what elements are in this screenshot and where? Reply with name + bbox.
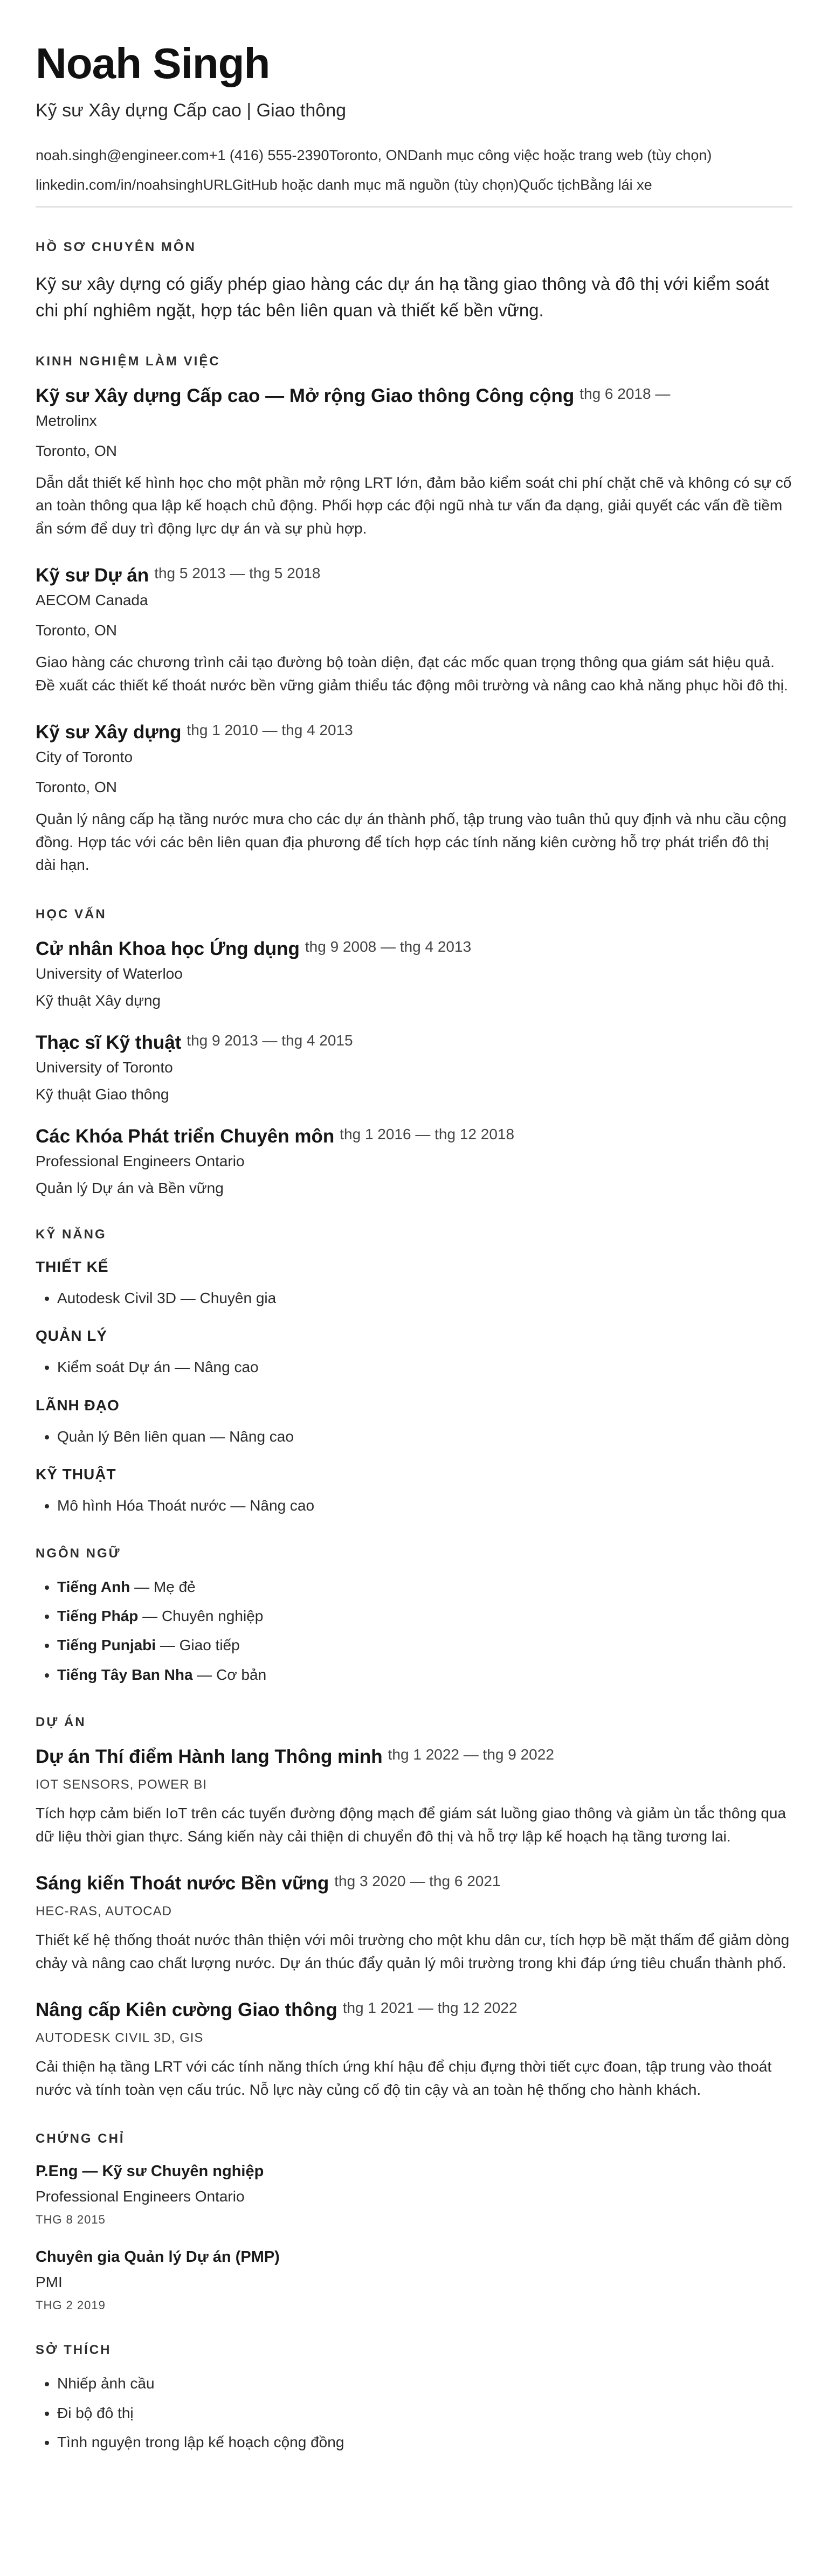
skill-category: KỸ THUẬT <box>36 1466 116 1483</box>
contact-driving-license: Bằng lái xe <box>580 177 652 193</box>
resume-header <box>36 39 792 207</box>
job-location: Toronto, ON <box>36 622 117 639</box>
contact-location: Toronto, ON <box>329 147 408 163</box>
skill-category: LÃNH ĐẠO <box>36 1396 120 1414</box>
certification-issuer: PMI <box>36 2274 63 2291</box>
contact-email[interactable]: noah.singh@engineer.com <box>36 147 209 163</box>
language-name: Tiếng Anh <box>57 1578 130 1595</box>
project-description: Thiết kế hệ thống thoát nước thân thiện với môi trường cho một khu dân cư, tích hợp bề mặt thấm để giảm dòng chảy và nâng cao chất lượng nước. Dự án thúc đẩy quản lý môi trường trong khi đáp ứng tiêu chuẩn thành phố. <box>36 1931 790 1971</box>
project-entry <box>36 1999 792 2101</box>
experience-list <box>36 385 792 877</box>
project-description: Tích hợp cảm biến IoT trên các tuyến đường động mạch để giám sát luồng giao thông và giảm ùn tắc thông qua dữ liệu thời gian thực. Sáng kiến này cải thiện di chuyển đô thị và hỗ trợ lập kế hoạch hạ tầng tương lai. <box>36 1805 786 1845</box>
candidate-name: Noah Singh <box>36 39 270 87</box>
job-dates: thg 1 2010 — thg 4 2013 <box>187 722 353 739</box>
project-entry-header <box>36 1873 792 1894</box>
language-item <box>57 1577 792 1597</box>
contact-phone[interactable]: +1 (416) 555-2390 <box>209 147 329 163</box>
skill-items <box>36 1427 792 1446</box>
company-name: Metrolinx <box>36 412 97 429</box>
field-of-study: Kỹ thuật Giao thông <box>36 1086 169 1103</box>
language-level: — Cơ bản <box>192 1666 267 1683</box>
school-name: Professional Engineers Ontario <box>36 1153 245 1170</box>
field-of-study: Kỹ thuật Xây dựng <box>36 992 161 1009</box>
skill-items <box>36 1358 792 1377</box>
projects-heading: DỰ ÁN <box>36 1715 86 1730</box>
language-name: Tiếng Punjabi <box>57 1637 156 1654</box>
interest-item: • Nhiếp ảnh cầu <box>57 2374 792 2393</box>
contact-nationality: Quốc tịch <box>519 177 581 193</box>
skill-item: • Kiểm soát Dự án — Nâng cao <box>57 1358 792 1377</box>
education-dates: thg 9 2013 — thg 4 2015 <box>187 1032 353 1049</box>
language-name: Tiếng Tây Ban Nha <box>57 1666 193 1683</box>
project-entry-header <box>36 1999 792 2021</box>
education-section <box>36 907 792 1197</box>
skill-item: • Autodesk Civil 3D — Chuyên gia <box>57 1289 792 1308</box>
job-location: Toronto, ON <box>36 442 117 459</box>
education-entry <box>36 938 792 1009</box>
project-tags: AUTODESK CIVIL 3D, GIS <box>36 2031 204 2046</box>
certification-name: Chuyên gia Quản lý Dự án (PMP) <box>36 2248 280 2266</box>
language-item <box>57 1606 792 1626</box>
projects-section <box>36 1715 792 2101</box>
project-entry <box>36 1873 792 1975</box>
experience-entry <box>36 722 792 877</box>
certifications-section <box>36 2131 792 2312</box>
skill-group <box>36 1258 792 1308</box>
job-description: Giao hàng các chương trình cải tạo đường bộ toàn diện, đạt các mốc quan trọng thông qua giám sát hiệu quả. Đề xuất các thiết kế thoát nước bền vững giảm thiểu tác động môi trường và nâng cao khả năng phục hồi đô thị. <box>36 654 788 694</box>
school-name: University of Waterloo <box>36 965 183 982</box>
project-name: Nâng cấp Kiên cường Giao thông <box>36 1999 337 2021</box>
interests-list <box>36 2374 792 2452</box>
skill-item: • Quản lý Bên liên quan — Nâng cao <box>57 1427 792 1446</box>
skill-group <box>36 1327 792 1377</box>
skill-group <box>36 1397 792 1446</box>
education-list <box>36 938 792 1197</box>
skill-items <box>36 1496 792 1515</box>
certification-name: P.Eng — Kỹ sư Chuyên nghiệp <box>36 2163 264 2180</box>
degree-title: Cử nhân Khoa học Ứng dụng <box>36 938 300 960</box>
contact-line-1 <box>36 147 792 164</box>
certification-entry <box>36 2248 792 2312</box>
skill-group <box>36 1466 792 1515</box>
project-entry <box>36 1746 792 1848</box>
language-level: — Chuyên nghiệp <box>138 1607 264 1624</box>
experience-heading: KINH NGHIỆM LÀM VIỆC <box>36 354 220 369</box>
experience-entry-header <box>36 385 792 407</box>
summary-text: Kỹ sư xây dựng có giấy phép giao hàng các dự án hạ tầng giao thông và đô thị với kiểm soát chi phí nghiêm ngặt, hợp tác bên liên quan và thiết kế bền vững. <box>36 274 770 320</box>
job-location: Toronto, ON <box>36 779 117 796</box>
project-tags: IOT SENSORS, POWER BI <box>36 1777 207 1792</box>
education-entry-header <box>36 1032 792 1054</box>
skills-section <box>36 1227 792 1516</box>
certifications-heading: CHỨNG CHỈ <box>36 2131 125 2146</box>
experience-entry <box>36 565 792 697</box>
language-item <box>57 1665 792 1685</box>
interests-heading: SỞ THÍCH <box>36 2343 112 2358</box>
language-level: — Giao tiếp <box>156 1637 240 1654</box>
certification-date: THG 2 2019 <box>36 2298 106 2312</box>
job-dates: thg 6 2018 — <box>579 385 671 402</box>
project-dates: thg 1 2022 — thg 9 2022 <box>388 1746 554 1763</box>
language-name: Tiếng Pháp <box>57 1607 139 1624</box>
job-description: Dẫn dắt thiết kế hình học cho một phần mở rộng LRT lớn, đảm bảo kiểm soát chi phí chặt chẽ và không có sự cố an toàn thông qua lập kế hoạch chủ động. Phối hợp các đội ngũ nhà tư vấn đa dạng, giải quyết các vấn đề tiềm ẩn sớm để duy trì động lực dự án và sự phù hợp. <box>36 474 792 537</box>
education-entry-header <box>36 938 792 960</box>
header-divider <box>36 206 792 207</box>
project-entry-header <box>36 1746 792 1768</box>
education-dates: thg 1 2016 — thg 12 2018 <box>340 1126 515 1143</box>
project-dates: thg 1 2021 — thg 12 2022 <box>342 1999 518 2017</box>
field-of-study: Quản lý Dự án và Bền vững <box>36 1180 224 1197</box>
project-description: Cải thiện hạ tầng LRT với các tính năng thích ứng khí hậu để chịu đựng thời tiết cực đoan, tập trung vào thoát nước và tính toàn vẹn cấu trúc. Nỗ lực này củng cố độ tin cậy và an toàn hệ thống cho hành khách. <box>36 2058 772 2098</box>
certification-date: THG 8 2015 <box>36 2213 106 2227</box>
languages-section <box>36 1546 792 1685</box>
education-entry <box>36 1032 792 1103</box>
language-item <box>57 1636 792 1655</box>
candidate-headline: Kỹ sư Xây dựng Cấp cao | Giao thông <box>36 100 347 121</box>
school-name: University of Toronto <box>36 1059 173 1076</box>
skill-category: THIẾT KẾ <box>36 1258 109 1276</box>
education-entry-header <box>36 1126 792 1147</box>
contact-linkedin[interactable]: linkedin.com/in/noahsinghURL <box>36 177 232 193</box>
summary-heading: HỒ SƠ CHUYÊN MÔN <box>36 240 196 254</box>
contact-portfolio[interactable]: Danh mục công việc hoặc trang web (tùy chọn) <box>408 147 712 163</box>
education-entry <box>36 1126 792 1197</box>
skill-item: • Mô hình Hóa Thoát nước — Nâng cao <box>57 1496 792 1515</box>
company-name: City of Toronto <box>36 749 133 766</box>
education-heading: HỌC VẤN <box>36 907 107 922</box>
contact-github[interactable]: GitHub hoặc danh mục mã nguồn (tùy chọn) <box>232 177 519 193</box>
languages-list <box>36 1577 792 1685</box>
job-dates: thg 5 2013 — thg 5 2018 <box>154 565 321 582</box>
skill-category: QUẢN LÝ <box>36 1327 107 1345</box>
contact-line-2 <box>36 177 792 193</box>
degree-title: Các Khóa Phát triển Chuyên môn <box>36 1126 335 1147</box>
job-title: Kỹ sư Xây dựng Cấp cao — Mở rộng Giao thông Công cộng <box>36 385 575 406</box>
experience-entry-header <box>36 722 792 743</box>
skills-list <box>36 1258 792 1516</box>
company-name: AECOM Canada <box>36 592 148 609</box>
education-dates: thg 9 2008 — thg 4 2013 <box>305 938 472 955</box>
languages-heading: NGÔN NGỮ <box>36 1546 121 1561</box>
degree-title: Thạc sĩ Kỹ thuật <box>36 1032 182 1054</box>
summary-section <box>36 240 792 324</box>
certification-entry <box>36 2163 792 2227</box>
project-name: Sáng kiến Thoát nước Bền vững <box>36 1873 329 1894</box>
projects-list <box>36 1746 792 2101</box>
experience-entry-header <box>36 565 792 586</box>
interests-section <box>36 2343 792 2452</box>
job-description: Quản lý nâng cấp hạ tầng nước mưa cho các dự án thành phố, tập trung vào tuân thủ quy định và nhu cầu cộng đồng. Hợp tác với các bên liên quan địa phương để tích hợp các tính năng kiên cường hỗ trợ phát triển đô thị dài hạn. <box>36 811 787 874</box>
job-title: Kỹ sư Dự án <box>36 565 149 586</box>
certification-issuer: Professional Engineers Ontario <box>36 2188 245 2205</box>
interest-item: • Đi bộ đô thị <box>57 2404 792 2423</box>
skill-items <box>36 1289 792 1308</box>
project-tags: HEC-RAS, AUTOCAD <box>36 1904 172 1919</box>
experience-entry <box>36 385 792 541</box>
experience-section <box>36 354 792 877</box>
project-name: Dự án Thí điểm Hành lang Thông minh <box>36 1746 383 1768</box>
job-title: Kỹ sư Xây dựng <box>36 722 182 743</box>
interest-item: • Tình nguyện trong lập kế hoạch cộng đồng <box>57 2433 792 2452</box>
project-dates: thg 3 2020 — thg 6 2021 <box>334 1873 501 1890</box>
skills-heading: KỸ NĂNG <box>36 1227 107 1242</box>
certifications-list <box>36 2163 792 2312</box>
language-level: — Mẹ đẻ <box>130 1578 196 1595</box>
